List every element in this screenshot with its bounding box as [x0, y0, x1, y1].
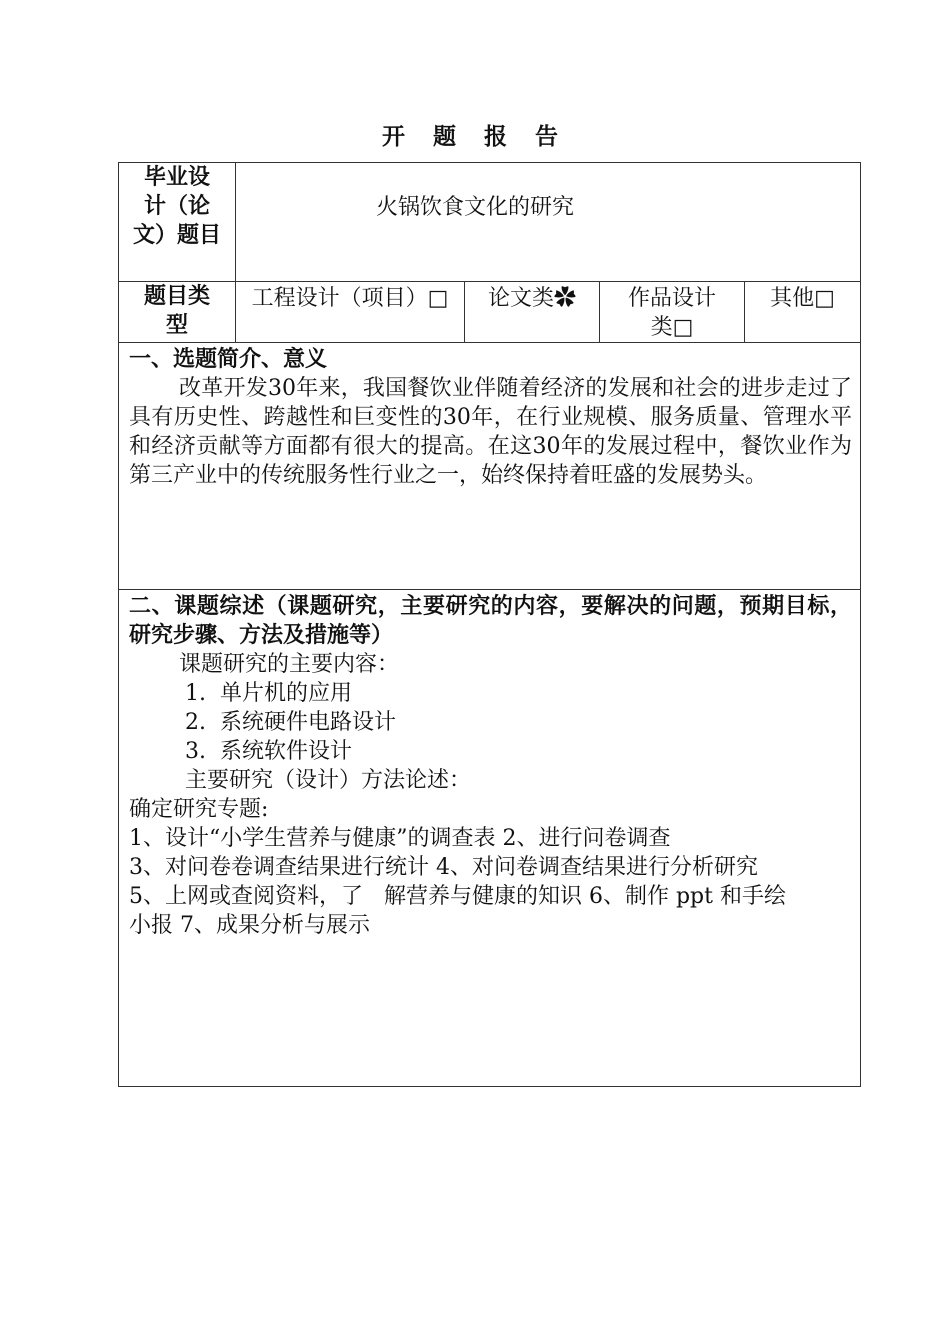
method-line: 3、对问卷卷调查结果进行统计 4、对问卷调查结果进行分析研究: [129, 855, 758, 880]
type-label-line-2: 型: [165, 313, 188, 338]
type-option-engineering[interactable]: 工程设计（项目）□: [236, 282, 465, 343]
section-1-row: [119, 343, 861, 590]
topic-value: 火锅饮食文化的研究: [236, 163, 861, 282]
type-option-other[interactable]: 其他□: [745, 282, 861, 343]
type-option-work-design-line-2: 类□: [650, 315, 694, 340]
section-2-row: [119, 590, 861, 1087]
type-label-line-1: 题目类: [143, 284, 210, 309]
topic-label-line-1: 毕业设: [143, 165, 210, 190]
type-row: [119, 282, 861, 343]
list-item: 2. 系统硬件电路设计: [185, 710, 396, 735]
method-line: 5、上网或查阅资料，了 解营养与健康的知识 6、制作 ppt 和手绘: [129, 884, 786, 909]
list-item: 3. 系统软件设计: [185, 739, 352, 764]
topic-label-cell: [119, 163, 236, 282]
method-line: 小报 7、成果分析与展示: [129, 913, 370, 938]
list-item: 1. 单片机的应用: [185, 681, 352, 706]
topic-row: [119, 163, 861, 282]
section-1-cell: [119, 343, 861, 590]
method-line: 确定研究专题:: [129, 797, 269, 822]
content-intro: 课题研究的主要内容：: [179, 652, 400, 677]
section-2-heading: 二、课题综述（课题研究，主要研究的内容，要解决的问题，预期目标，研究步骤、方法及措施等）: [129, 594, 853, 648]
topic-label-line-3: 文）题目: [132, 223, 221, 248]
type-label-cell: [119, 282, 236, 343]
section-1-body: 改革开发30年来，我国餐饮业伴随着经济的发展和社会的进步走过了具有历史性、跨越性和巨变性的30年，在行业规模、服务质量、管理水平和经济贡献等方面都有很大的提高。在这30年的发展过程中，餐饮业作为第三产业中的传统服务性行业之一，始终保持着旺盛的发展势头。: [129, 376, 853, 488]
topic-label-line-2: 计（论: [143, 194, 210, 219]
proposal-form-table: [118, 162, 861, 1087]
type-option-thesis[interactable]: 论文类✿: [465, 282, 600, 343]
type-option-work-design[interactable]: [600, 282, 745, 343]
method-line: 1、设计“小学生营养与健康”的调查表 2、进行问卷调查: [129, 826, 671, 851]
method-intro: 主要研究（设计）方法论述：: [185, 768, 472, 793]
section-1-heading: 一、选题简介、意义: [129, 347, 328, 372]
section-2-cell: [119, 590, 861, 1087]
type-option-work-design-line-1: 作品设计: [627, 286, 716, 311]
document-title: 开 题 报 告: [381, 124, 569, 150]
